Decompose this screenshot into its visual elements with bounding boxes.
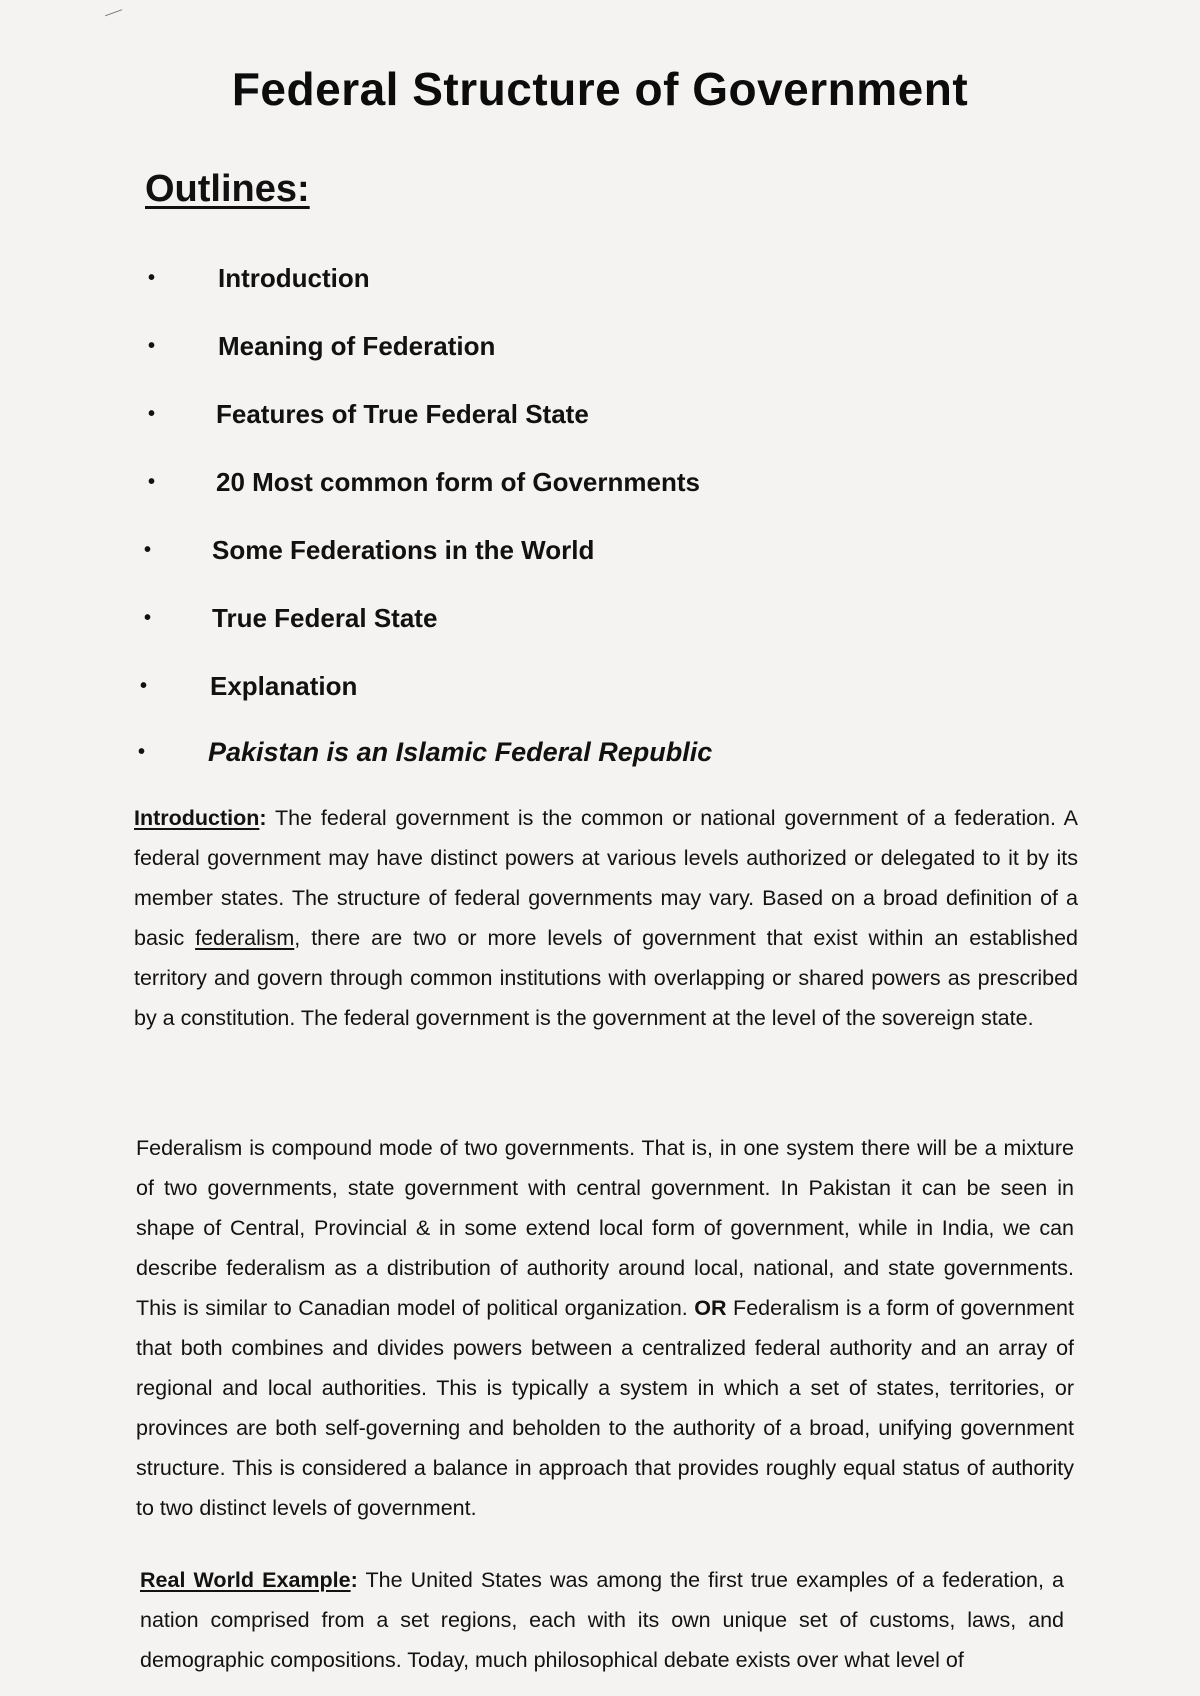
outline-item-label: Features of True Federal State [216, 399, 589, 429]
outline-item [148, 394, 848, 434]
pen-mark [105, 9, 125, 24]
outline-item [148, 258, 848, 298]
bullet-icon: • [148, 335, 156, 357]
bullet-icon: • [148, 471, 156, 493]
outline-item-label: Meaning of Federation [218, 331, 496, 361]
intro-colon: : [259, 806, 267, 830]
intro-text-cont: , there are two or more levels of government that exist within an established territory and govern through common institutions with overlapping or shared powers as prescribed by a constitution. The federal government is the government at the level of the sovereign state. [134, 926, 1078, 1030]
real-world-colon: : [350, 1568, 358, 1592]
outline-item-label: 20 Most common form of Governments [216, 467, 700, 497]
or-label: OR [694, 1296, 727, 1320]
bullet-icon: • [144, 539, 152, 561]
outline-item-label: True Federal State [212, 603, 438, 633]
outline-item-label: Some Federations in the World [212, 535, 595, 565]
real-world-text: The United States was among the first true examples of a federation, a nation comprised from a set regions, each with its own unique set of customs, laws, and demographic compositions. Today, much philosophical debate exists over what level of [140, 1568, 1064, 1672]
outline-item [140, 666, 840, 706]
outline-item-label: Explanation [210, 671, 358, 701]
bullet-icon: • [148, 403, 156, 425]
outline-item-label: Pakistan is an Islamic Federal Republic [208, 737, 713, 767]
page-title: Federal Structure of Government [231, 63, 969, 115]
intro-text: The federal government is the common or national government of a federation. A federal government may have distinct powers at various levels authorized or delegated to it by its member states. The structure of federal governments may vary. Based on a broad definition of a basic [134, 806, 1078, 950]
real-world-heading: Real World Example [140, 1568, 351, 1592]
intro-heading: Introduction [134, 806, 260, 830]
bullet-icon: • [138, 741, 146, 763]
federalism-text: Federalism is compound mode of two governments. That is, in one system there will be a mixture of two governments, state government with central government. In Pakistan it can be seen in shape of Central, Provincial & in some extend local form of government, while in India, we can describe federalism as a distribution of authority around local, national, and state governments. This is similar to Canadian model of political organization. [136, 1136, 1074, 1320]
intro-paragraph [134, 798, 1078, 1038]
real-world-paragraph [140, 1560, 1064, 1680]
federalism-paragraph [136, 1128, 1074, 1528]
outline-item [148, 462, 848, 502]
outline-item [138, 732, 898, 772]
outline-item-label: Introduction [218, 263, 370, 293]
federalism-text-cont: Federalism is a form of government that both combines and divides powers between a centralized federal authority and an array of regional and local authorities. This is typically a system in which a set of states, territories, or provinces are both self-governing and beholden to the authority of a broad, unifying government structure. This is considered a balance in approach that provides roughly equal status of authority to two distinct levels of government. [136, 1296, 1074, 1520]
outline-item [144, 598, 844, 638]
bullet-icon: • [140, 675, 148, 697]
outline-item [144, 530, 844, 570]
bullet-icon: • [148, 267, 156, 289]
bullet-icon: • [144, 607, 152, 629]
outlines-heading: Outlines: [145, 168, 310, 210]
federalism-link: federalism [195, 926, 295, 950]
outline-item [148, 326, 848, 366]
